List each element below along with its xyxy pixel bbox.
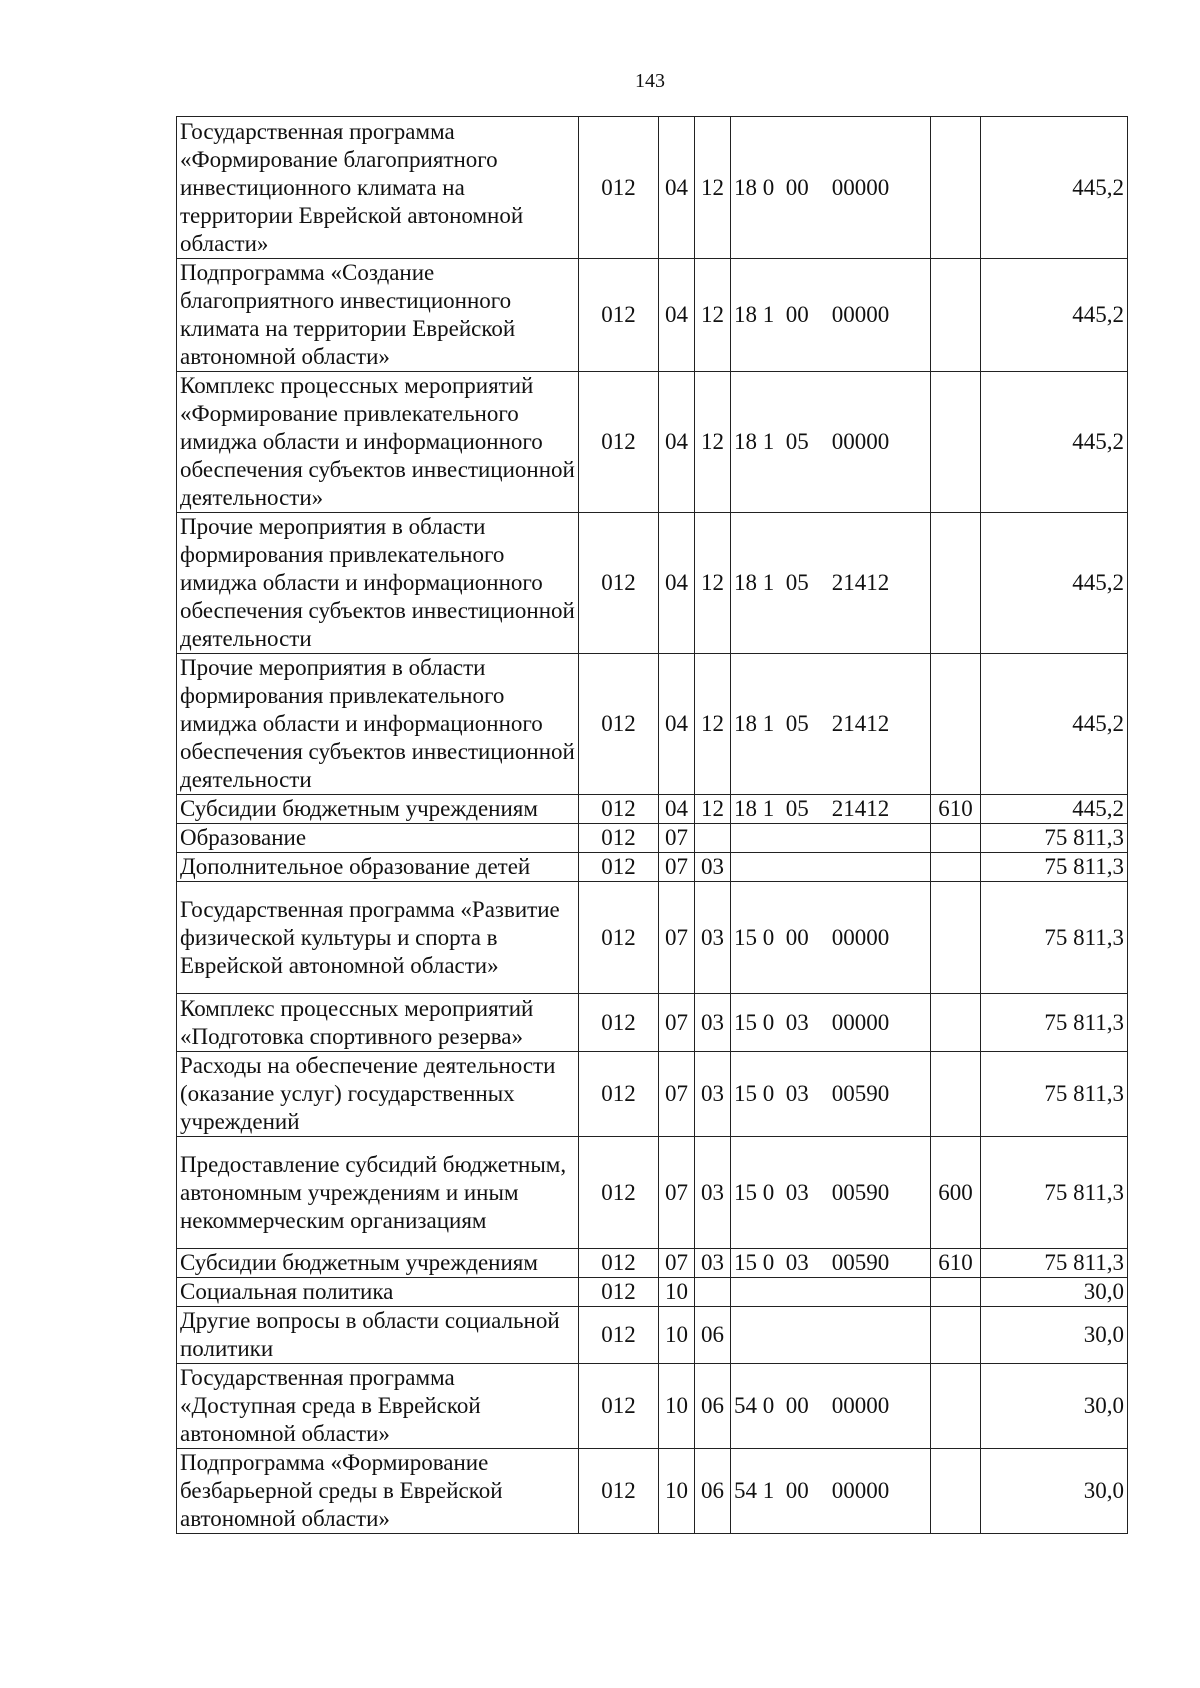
subsection-code: 03 [695,1249,731,1278]
target-article-code: 54 1 00 00000 [731,1449,931,1534]
ved-code: 012 [579,117,659,259]
expense-type-code [931,1278,981,1307]
section-code: 07 [659,1249,695,1278]
amount: 445,2 [981,795,1128,824]
subsection-code: 06 [695,1364,731,1449]
subsection-code: 03 [695,1052,731,1137]
table-row [177,795,1128,824]
subsection-code: 06 [695,1449,731,1534]
table-row [177,117,1128,259]
table-row [177,853,1128,882]
target-article-code: 15 0 03 00000 [731,994,931,1052]
target-article-code [731,853,931,882]
row-name: Комплекс процессных мероприятий «Подготовка спортивного резерва» [177,994,579,1052]
expense-type-code [931,824,981,853]
section-code: 07 [659,1137,695,1249]
row-name: Социальная политика [177,1278,579,1307]
target-article-code: 18 1 00 00000 [731,259,931,372]
expense-type-code [931,1307,981,1364]
amount: 75 811,3 [981,994,1128,1052]
row-name: Подпрограмма «Создание благоприятного инвестиционного климата на территории Еврейской автономной области» [177,259,579,372]
amount: 75 811,3 [981,1137,1128,1249]
expense-type-code [931,882,981,994]
expense-type-code [931,259,981,372]
section-code: 10 [659,1278,695,1307]
subsection-code: 03 [695,882,731,994]
target-article-code [731,1307,931,1364]
amount: 30,0 [981,1364,1128,1449]
ved-code: 012 [579,1278,659,1307]
subsection-code: 12 [695,654,731,795]
subsection-code: 12 [695,372,731,513]
ved-code: 012 [579,654,659,795]
amount: 445,2 [981,654,1128,795]
subsection-code: 03 [695,1137,731,1249]
table-row [177,1137,1128,1249]
target-article-code: 18 1 05 21412 [731,654,931,795]
amount: 445,2 [981,117,1128,259]
expense-type-code [931,1449,981,1534]
ved-code: 012 [579,1052,659,1137]
target-article-code: 18 0 00 00000 [731,117,931,259]
row-name: Дополнительное образование детей [177,853,579,882]
amount: 30,0 [981,1278,1128,1307]
expense-type-code [931,372,981,513]
row-name: Государственная программа «Доступная среда в Еврейской автономной области» [177,1364,579,1449]
target-article-code: 18 1 05 21412 [731,795,931,824]
ved-code: 012 [579,259,659,372]
row-name: Образование [177,824,579,853]
section-code: 07 [659,1052,695,1137]
table-row [177,1307,1128,1364]
subsection-code: 12 [695,513,731,654]
table-row [177,1052,1128,1137]
section-code: 07 [659,824,695,853]
ved-code: 012 [579,994,659,1052]
section-code: 10 [659,1449,695,1534]
table-row [177,882,1128,994]
subsection-code: 03 [695,994,731,1052]
table-row [177,1364,1128,1449]
subsection-code: 12 [695,795,731,824]
target-article-code: 15 0 00 00000 [731,882,931,994]
amount: 75 811,3 [981,1249,1128,1278]
ved-code: 012 [579,1137,659,1249]
row-name: Подпрограмма «Формирование безбарьерной среды в Еврейской автономной области» [177,1449,579,1534]
section-code: 04 [659,654,695,795]
row-name: Прочие мероприятия в области формирования привлекательного имиджа области и информационного обеспечения субъектов инвестиционной деятельности [177,654,579,795]
row-name: Другие вопросы в области социальной политики [177,1307,579,1364]
page-number: 143 [635,70,665,92]
expense-type-code: 610 [931,1249,981,1278]
row-name: Государственная программа «Развитие физической культуры и спорта в Еврейской автономной области» [177,882,579,994]
amount: 75 811,3 [981,1052,1128,1137]
expense-type-code: 600 [931,1137,981,1249]
target-article-code [731,1278,931,1307]
table-row [177,1249,1128,1278]
target-article-code: 15 0 03 00590 [731,1052,931,1137]
ved-code: 012 [579,1449,659,1534]
amount: 30,0 [981,1449,1128,1534]
row-name: Субсидии бюджетным учреждениям [177,1249,579,1278]
expense-type-code [931,513,981,654]
section-code: 04 [659,117,695,259]
ved-code: 012 [579,513,659,654]
ved-code: 012 [579,853,659,882]
section-code: 04 [659,372,695,513]
expense-type-code [931,1364,981,1449]
subsection-code: 06 [695,1307,731,1364]
table-row [177,1278,1128,1307]
expense-type-code: 610 [931,795,981,824]
table-row [177,513,1128,654]
expense-type-code [931,1052,981,1137]
target-article-code [731,824,931,853]
amount: 30,0 [981,1307,1128,1364]
section-code: 04 [659,795,695,824]
section-code: 10 [659,1307,695,1364]
budget-table [176,116,1128,1534]
table-row [177,372,1128,513]
section-code: 04 [659,513,695,654]
table-row [177,654,1128,795]
ved-code: 012 [579,882,659,994]
ved-code: 012 [579,1364,659,1449]
ved-code: 012 [579,795,659,824]
section-code: 10 [659,1364,695,1449]
target-article-code: 15 0 03 00590 [731,1137,931,1249]
subsection-code: 12 [695,117,731,259]
amount: 445,2 [981,259,1128,372]
ved-code: 012 [579,372,659,513]
amount: 445,2 [981,513,1128,654]
expense-type-code [931,853,981,882]
table-row [177,1449,1128,1534]
ved-code: 012 [579,1307,659,1364]
row-name: Прочие мероприятия в области формирования привлекательного имиджа области и информационного обеспечения субъектов инвестиционной деятельности [177,513,579,654]
target-article-code: 18 1 05 21412 [731,513,931,654]
target-article-code: 18 1 05 00000 [731,372,931,513]
table-row [177,994,1128,1052]
section-code: 07 [659,882,695,994]
amount: 75 811,3 [981,882,1128,994]
row-name: Государственная программа «Формирование благоприятного инвестиционного климата на территории Еврейской автономной области» [177,117,579,259]
ved-code: 012 [579,1249,659,1278]
expense-type-code [931,654,981,795]
target-article-code: 54 0 00 00000 [731,1364,931,1449]
amount: 75 811,3 [981,824,1128,853]
subsection-code: 03 [695,853,731,882]
row-name: Комплекс процессных мероприятий «Формирование привлекательного имиджа области и информационного обеспечения субъектов инвестиционной деятельности» [177,372,579,513]
section-code: 07 [659,994,695,1052]
target-article-code: 15 0 03 00590 [731,1249,931,1278]
row-name: Расходы на обеспечение деятельности (оказание услуг) государственных учреждений [177,1052,579,1137]
section-code: 07 [659,853,695,882]
row-name: Предоставление субсидий бюджетным, автономным учреждениям и иным некоммерческим организациям [177,1137,579,1249]
ved-code: 012 [579,824,659,853]
table-row [177,824,1128,853]
subsection-code [695,824,731,853]
table-row [177,259,1128,372]
subsection-code [695,1278,731,1307]
amount: 75 811,3 [981,853,1128,882]
expense-type-code [931,994,981,1052]
amount: 445,2 [981,372,1128,513]
section-code: 04 [659,259,695,372]
subsection-code: 12 [695,259,731,372]
expense-type-code [931,117,981,259]
row-name: Субсидии бюджетным учреждениям [177,795,579,824]
